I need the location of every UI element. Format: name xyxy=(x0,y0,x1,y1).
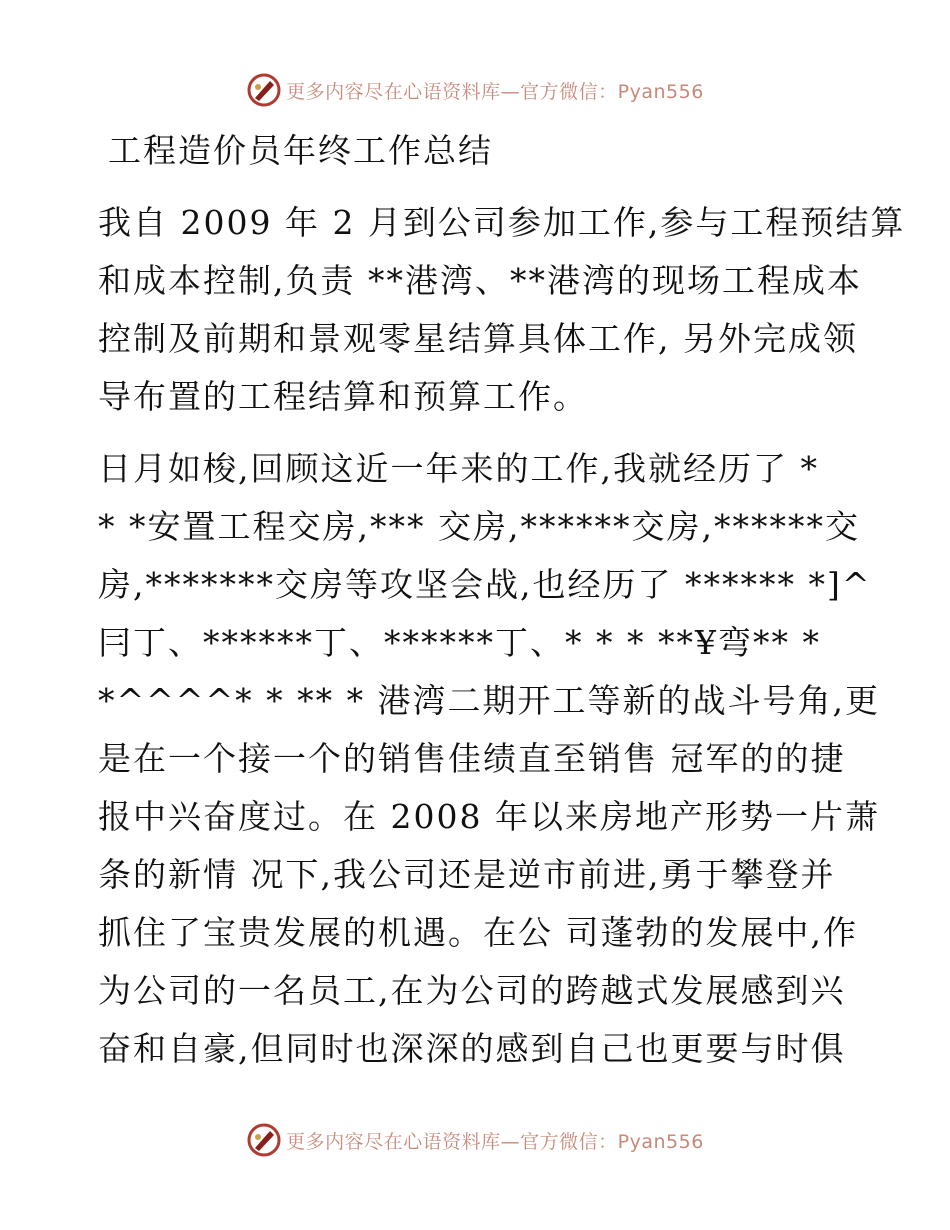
paragraph-line: 报中兴奋度过。在 2008 年以来房地产形势一片萧 xyxy=(98,797,880,836)
paragraph-line: 是在一个接一个的销售佳绩直至销售 冠军的的捷 xyxy=(98,739,846,778)
footer-banner xyxy=(0,1120,950,1160)
paragraph-line: 奋和自豪,但同时也深深的感到自己也更要与时俱 xyxy=(98,1029,846,1068)
document-title: 工程造价员年终工作总结 xyxy=(108,131,493,170)
paragraph-1 xyxy=(98,194,906,426)
paragraph-line: 抓住了宝贵发展的机遇。在公 司蓬勃的发展中,作 xyxy=(98,913,858,952)
header-banner xyxy=(0,70,950,110)
paragraph-line: 导布置的工程结算和预算工作。 xyxy=(98,377,588,416)
paragraph-line: 冃丁、******丁、******丁、* * * **¥弯** * xyxy=(98,623,821,662)
header-banner-text: 更多内容尽在心语资料库—官方微信：Pyan556 xyxy=(286,80,704,103)
brand-logo-icon xyxy=(246,1122,282,1158)
paragraph-line: 控制及前期和景观零星结算具体工作, 另外完成领 xyxy=(98,319,858,358)
paragraph-line: 日月如梭,回顾这近一年来的工作,我就经历了 * xyxy=(98,449,819,488)
paragraph-line: 和成本控制,负责 **港湾、**港湾的现场工程成本 xyxy=(98,261,862,300)
brand-logo-icon xyxy=(246,72,282,108)
paragraph-line: 我自 2009 年 2 月到公司参加工作,参与工程预结算 xyxy=(98,203,906,242)
paragraph-line: 为公司的一名员工,在为公司的跨越式发展感到兴 xyxy=(98,971,846,1010)
paragraph-2 xyxy=(98,440,881,1078)
footer-banner-text: 更多内容尽在心语资料库—官方微信：Pyan556 xyxy=(286,1130,704,1153)
paragraph-line: * *安置工程交房,*** 交房,******交房,******交 xyxy=(98,507,860,546)
paragraph-line: *^^^^* * ** * 港湾二期开工等新的战斗号角,更 xyxy=(98,681,881,720)
paragraph-line: 房,*******交房等攻坚会战,也经历了 ****** *]^ xyxy=(98,565,872,604)
paragraph-line: 条的新情 况下,我公司还是逆市前进,勇于攀登并 xyxy=(98,855,836,894)
